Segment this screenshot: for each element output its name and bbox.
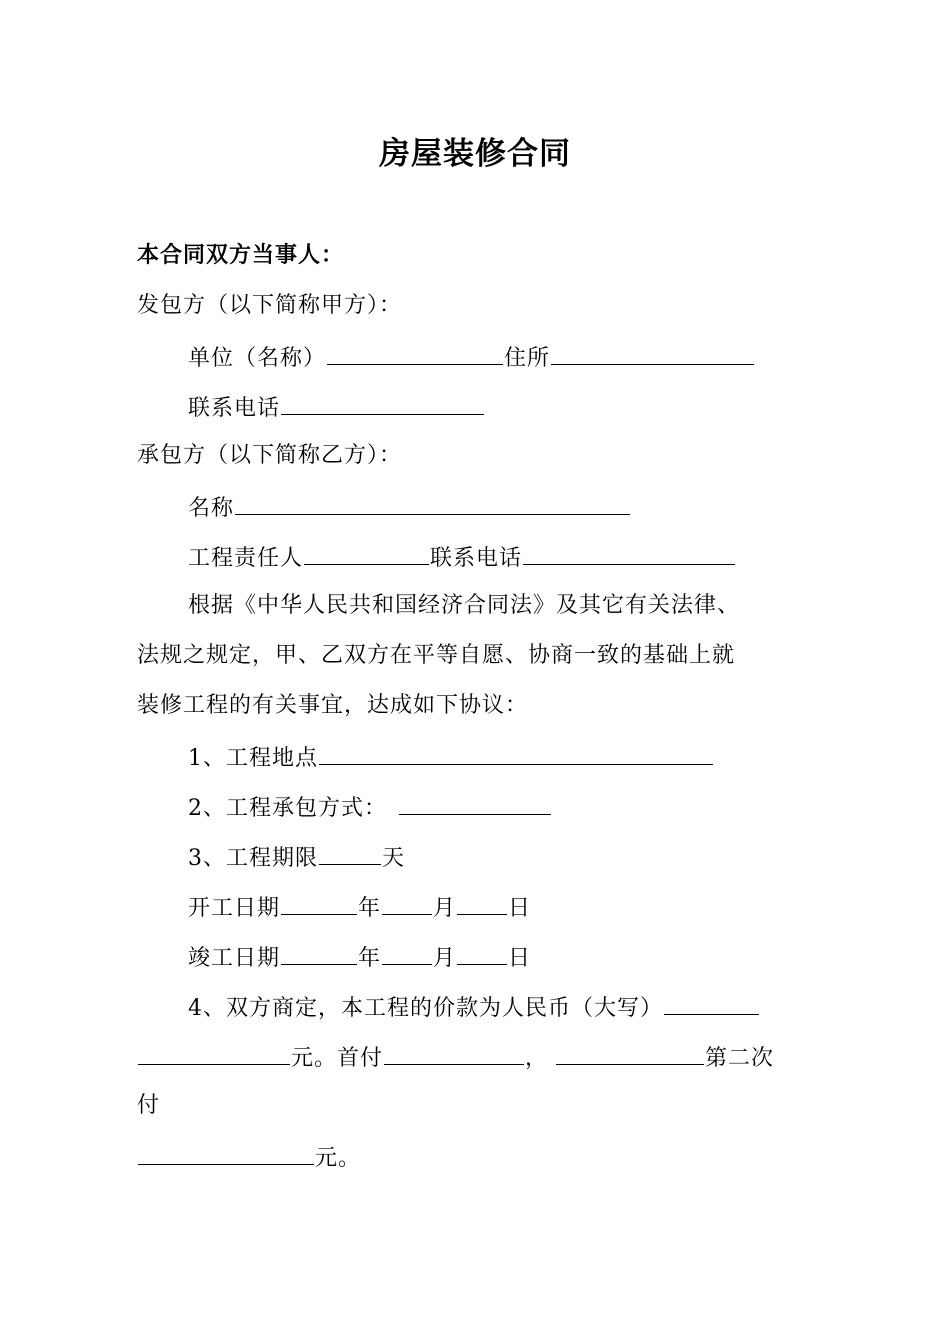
party-b-heading: 承包方（以下简称乙方）： — [137, 443, 403, 468]
clause-4-label: 4、双方商定，本工程的价款为人民币（大写） — [188, 996, 663, 1021]
unit-name-field[interactable] — [327, 340, 503, 365]
contract-method-field[interactable] — [399, 790, 551, 815]
party-b-name-row — [188, 490, 631, 525]
start-day-field[interactable] — [457, 890, 507, 915]
clause-1-row — [188, 740, 714, 775]
party-b-contact-row — [188, 540, 736, 575]
yuan-end-label: 元。 — [315, 1146, 362, 1171]
document-title: 房屋装修合同 — [379, 136, 571, 172]
final-amount-row — [137, 1140, 361, 1175]
comma: ， — [525, 1046, 549, 1071]
year-label: 年 — [358, 896, 382, 921]
day-label: 日 — [508, 896, 532, 921]
clause-2-label: 2、工程承包方式： — [188, 796, 387, 821]
address-field[interactable] — [551, 340, 754, 365]
year-label: 年 — [358, 946, 382, 971]
month-label: 月 — [433, 946, 457, 971]
price-amount-field[interactable] — [138, 1040, 290, 1065]
clause-2-row — [188, 790, 552, 825]
yuan-first-label: 元。首付 — [291, 1046, 384, 1071]
intro-line-2: 法规之规定，甲、乙双方在平等自愿、协商一致的基础上就 — [137, 643, 736, 668]
manager-label: 工程责任人 — [188, 546, 304, 571]
end-date-label: 竣工日期 — [188, 946, 281, 971]
party-b-phone-label: 联系电话 — [430, 546, 523, 571]
start-year-field[interactable] — [281, 890, 357, 915]
start-date-label: 开工日期 — [188, 896, 281, 921]
month-label: 月 — [433, 896, 457, 921]
first-payment-field[interactable] — [384, 1040, 524, 1065]
end-date-row — [188, 940, 531, 975]
start-date-row — [188, 890, 531, 925]
clause-3-label: 3、工程期限 — [188, 846, 318, 871]
clause-4-row — [188, 990, 760, 1025]
start-month-field[interactable] — [382, 890, 432, 915]
party-b-name-field[interactable] — [235, 490, 630, 515]
payment-row — [137, 1040, 774, 1075]
second-payment-label: 第二次 — [705, 1046, 775, 1071]
clause-3-row — [188, 840, 405, 875]
project-location-field[interactable] — [319, 740, 713, 765]
address-label: 住所 — [504, 346, 551, 371]
party-a-phone-row — [188, 390, 485, 425]
party-a-phone-label: 联系电话 — [188, 396, 281, 421]
second-payment-field[interactable] — [138, 1140, 314, 1165]
manager-field[interactable] — [304, 540, 429, 565]
end-day-field[interactable] — [457, 940, 507, 965]
parties-heading: 本合同双方当事人： — [137, 243, 345, 268]
clause-1-label: 1、工程地点 — [188, 746, 318, 771]
day-label: 日 — [508, 946, 532, 971]
party-a-phone-field[interactable] — [281, 390, 484, 415]
party-b-phone-field[interactable] — [523, 540, 735, 565]
end-month-field[interactable] — [382, 940, 432, 965]
party-b-name-label: 名称 — [188, 496, 235, 521]
days-unit: 天 — [382, 846, 406, 871]
unit-label: 单位（名称） — [188, 346, 327, 371]
price-uppercase-field[interactable] — [664, 990, 759, 1015]
duration-days-field[interactable] — [319, 840, 381, 865]
pay-word: 付 — [137, 1093, 161, 1118]
intro-line-3: 装修工程的有关事宜，达成如下协议： — [137, 693, 529, 718]
party-a-heading: 发包方（以下简称甲方）： — [137, 293, 403, 318]
end-year-field[interactable] — [281, 940, 357, 965]
blank-field[interactable] — [556, 1040, 704, 1065]
intro-line-1: 根据《中华人民共和国经济合同法》及其它有关法律、 — [188, 593, 741, 618]
party-a-unit-row — [188, 340, 755, 375]
